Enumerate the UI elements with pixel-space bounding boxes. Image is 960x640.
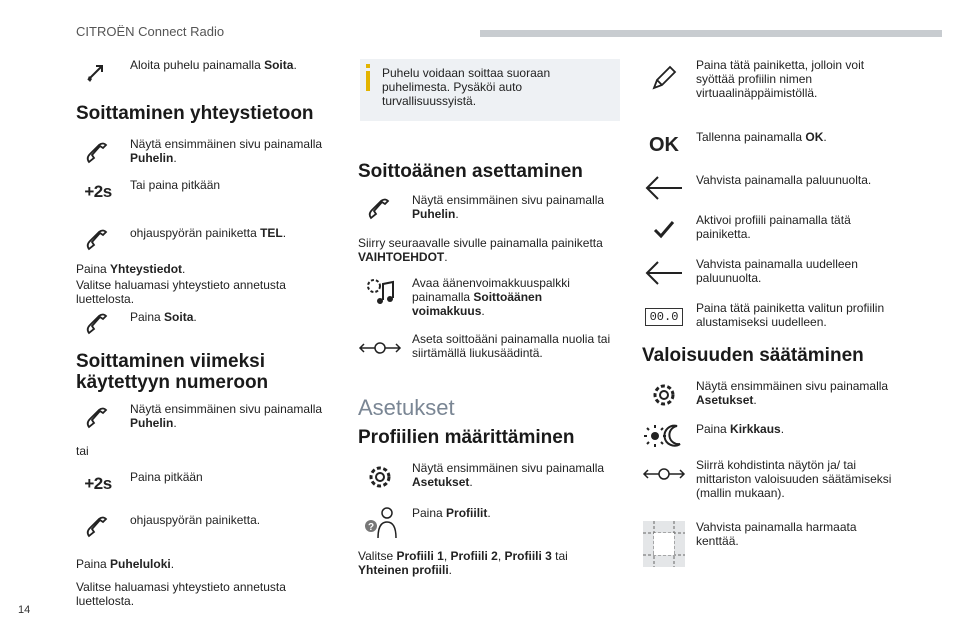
step-long-press	[76, 176, 338, 208]
info-icon	[366, 71, 370, 91]
slider-arrows-icon	[642, 458, 686, 490]
gear-icon	[642, 379, 686, 411]
hold-two-seconds-icon: +2s	[84, 474, 112, 493]
step-brightness-text: Paina Kirkkaus.	[696, 422, 785, 436]
step-reset-profile	[642, 301, 904, 333]
step-reset-profile-text: Paina tätä painiketta valitun profiilin alustamiseksi uudelleen.	[696, 301, 885, 329]
step-brightness-slider	[642, 458, 904, 500]
back-arrow-icon	[642, 257, 686, 289]
step-activate-profile	[642, 213, 904, 245]
phone-handset-icon	[76, 308, 120, 340]
para-select-profile: Valitse Profiili 1, Profiili 2, Profiili 3 tai Yhteinen profiili.	[358, 549, 568, 577]
para-options: Siirry seuraavalle sivulle painamalla painiketta VAIHTOEHDOT.	[358, 236, 603, 264]
phone-handset-icon	[76, 511, 120, 543]
para-select-contact-2: Valitse haluamasi yhteystieto annetusta luettelosta.	[76, 580, 286, 608]
step-ringtone-volume	[358, 276, 620, 318]
step-ringtone-slider	[358, 332, 620, 364]
step-long-press-text: Tai paina pitkään	[130, 178, 221, 192]
step-long-press-2	[76, 468, 338, 500]
step-profiles-text: Paina Profiilit.	[412, 506, 491, 520]
grey-field-icon	[642, 520, 686, 568]
step-call	[76, 56, 338, 88]
step-profiles	[358, 504, 620, 542]
phone-handset-icon	[358, 193, 402, 225]
step-call-text: Aloita puhelu painamalla Soita.	[130, 58, 297, 72]
heading-profiles: Profiilien määrittäminen	[358, 427, 575, 448]
step-back-confirm	[642, 172, 904, 204]
step-long-press-2-text: Paina pitkään	[130, 470, 203, 484]
info-text: Puhelu voidaan soittaa suoraan puhelimesta. Pysäköi auto turvallisuussyistä.	[382, 66, 551, 108]
back-arrow-icon	[642, 172, 686, 204]
slider-arrows-icon	[358, 332, 402, 364]
phone-handset-icon	[76, 224, 120, 256]
heading-lighting: Valoisuuden säätäminen	[642, 345, 864, 366]
heading-settings: Asetukset	[358, 395, 455, 420]
step-brightness	[642, 420, 904, 452]
hold-two-seconds-icon: +2s	[84, 182, 112, 201]
phone-handset-icon	[76, 56, 120, 88]
running-header: CITROËN Connect Radio	[76, 24, 225, 39]
step-steering-button	[76, 511, 338, 543]
step-back-confirm-2	[642, 257, 904, 289]
step-show-phone-text: Näytä ensimmäinen sivu painamalla Puhelin.	[130, 137, 323, 165]
step-press-call-text: Paina Soita.	[130, 310, 197, 324]
step-keyboard-name	[642, 58, 904, 100]
step-save-ok	[642, 129, 904, 161]
heading-recent-1: Soittaminen viimeksi	[76, 351, 266, 372]
header-bar	[480, 30, 942, 37]
step-show-phone-2-text: Näytä ensimmäinen sivu painamalla Puhelin.	[130, 402, 323, 430]
profile-question-icon	[358, 504, 402, 542]
step-profiles-settings	[358, 461, 620, 493]
step-show-phone	[76, 137, 338, 169]
step-grey-field-text: Vahvista painamalla harmaata kenttää.	[696, 520, 857, 548]
heading-recent-2: käytettyyn numeroon	[76, 372, 269, 393]
step-show-phone-2	[76, 402, 338, 434]
para-contacts: Paina Yhteystiedot.	[76, 262, 186, 276]
step-ringtone-volume-text: Avaa äänenvoimakkuuspalkki painamalla Soittoäänen voimakkuus.	[412, 276, 570, 318]
phone-handset-icon	[76, 137, 120, 169]
step-back-confirm-2-text: Vahvista painamalla uudelleen paluunuolta.	[696, 257, 858, 285]
step-back-confirm-text: Vahvista painamalla paluunuolta.	[696, 173, 872, 187]
step-grey-field	[642, 520, 904, 568]
step-tel-button	[76, 224, 338, 256]
step-lighting-settings-text: Näytä ensimmäinen sivu painamalla Asetukset.	[696, 379, 889, 407]
checkmark-icon	[642, 213, 686, 245]
step-save-ok-text: Tallenna painamalla OK.	[696, 130, 827, 144]
step-ringtone-phone	[358, 193, 620, 225]
pencil-icon	[642, 58, 686, 98]
para-select-contact: Valitse haluamasi yhteystieto annetusta luettelosta.	[76, 278, 286, 306]
page-number: 14	[18, 604, 31, 616]
step-activate-profile-text: Aktivoi profiili painamalla tätä painiketta.	[696, 213, 851, 241]
gear-icon	[358, 461, 402, 493]
ok-icon: OK	[649, 133, 679, 156]
svg-text:?: ?	[368, 522, 375, 533]
para-call-log: Paina Puheluloki.	[76, 557, 175, 571]
heading-call-contact: Soittaminen yhteystietoon	[76, 103, 314, 124]
step-profiles-settings-text: Näytä ensimmäinen sivu painamalla Asetukset.	[412, 461, 605, 489]
sun-moon-icon	[642, 420, 686, 452]
step-ringtone-phone-text: Näytä ensimmäinen sivu painamalla Puhelin.	[412, 193, 605, 221]
heading-ringtone: Soittoäänen asettaminen	[358, 161, 583, 182]
step-keyboard-name-text: Paina tätä painiketta, jolloin voit syöttää profiilin nimen virtuaalinäppäimistöllä.	[696, 58, 865, 100]
step-tel-text: ohjauspyörän painiketta TEL.	[130, 226, 287, 240]
step-ringtone-slider-text: Aseta soittoääni painamalla nuolia tai siirtämällä liukusäädintä.	[412, 332, 611, 360]
step-steering-text: ohjauspyörän painiketta.	[130, 513, 261, 527]
reset-counter-icon: 00.0	[642, 301, 686, 333]
step-brightness-slider-text: Siirrä kohdistinta näytön ja/ tai mittariston valoisuuden säätämiseksi (mallin mukaan).	[696, 458, 892, 500]
step-press-call	[76, 308, 338, 340]
phone-handset-icon	[76, 402, 120, 434]
step-lighting-settings	[642, 379, 904, 411]
para-or: tai	[76, 444, 89, 458]
settings-music-icon	[358, 276, 402, 308]
info-icon-dot	[366, 64, 370, 68]
